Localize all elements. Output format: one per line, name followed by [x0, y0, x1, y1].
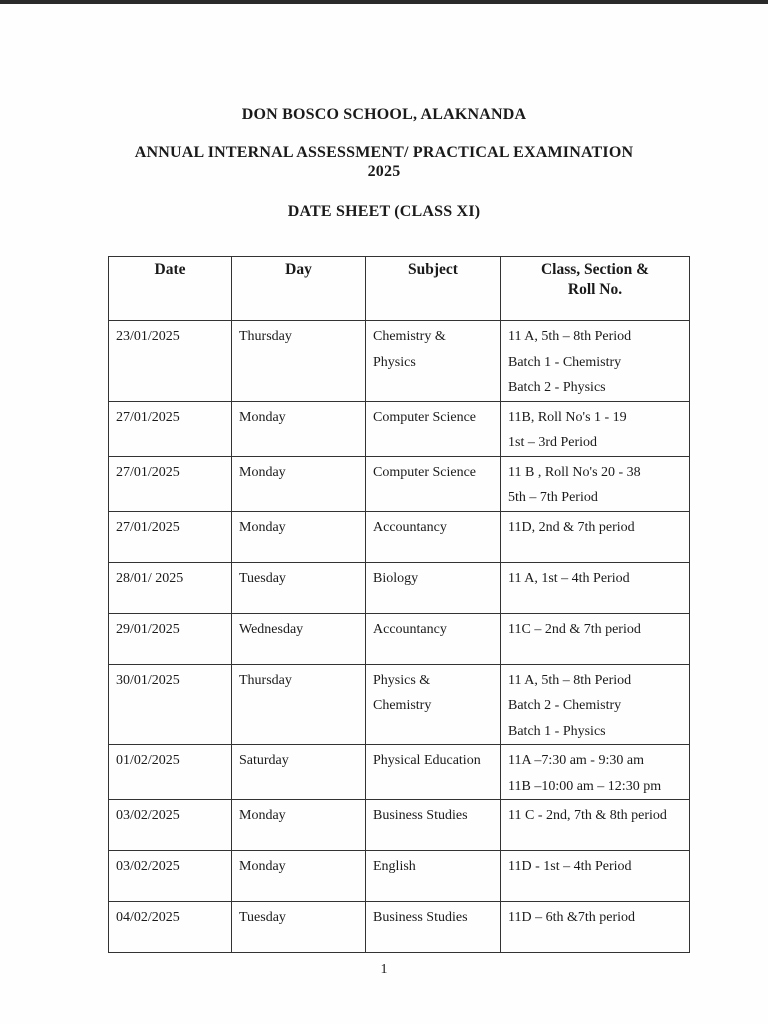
- table-body: [109, 321, 690, 953]
- subject-line: English: [373, 859, 416, 874]
- column-header-class-line: Roll No.: [567, 281, 623, 298]
- table-row: [109, 800, 690, 851]
- cell-class-section: [501, 851, 690, 902]
- cell-day: Saturday: [232, 745, 366, 800]
- class-line: 11D, 2nd & 7th period: [508, 519, 635, 535]
- scan-edge: [0, 0, 768, 4]
- date-sheet-table: [108, 256, 690, 953]
- cell-date: 28/01/ 2025: [109, 562, 232, 613]
- cell-date: 27/01/2025: [109, 511, 232, 562]
- cell-subject: [366, 745, 501, 800]
- class-line: 11 A, 5th – 8th Period: [508, 672, 632, 688]
- date-sheet-title: DATE SHEET (CLASS XI): [287, 203, 481, 220]
- cell-date: 27/01/2025: [109, 401, 232, 456]
- table-row: [109, 613, 690, 664]
- subject-line: Computer Science: [373, 464, 477, 480]
- cell-class-section: [501, 562, 690, 613]
- cell-class-section: [501, 401, 690, 456]
- cell-day: Tuesday: [232, 562, 366, 613]
- class-line: Batch 1 - Physics: [508, 723, 606, 739]
- cell-subject: [366, 664, 501, 745]
- exam-year: 2025: [367, 163, 401, 180]
- subject-line: Accountancy: [373, 519, 447, 535]
- class-line: 11B, Roll No's 1 - 19: [508, 409, 627, 425]
- table-row: [109, 456, 690, 511]
- school-name: DON BOSCO SCHOOL, ALAKNANDA: [241, 106, 527, 123]
- subject-line: Chemistry: [373, 698, 432, 713]
- class-line: 11D - 1st – 4th Period: [508, 859, 632, 874]
- table-row: [109, 902, 690, 953]
- column-header-subject: Subject: [366, 257, 501, 321]
- cell-date: 30/01/2025: [109, 664, 232, 745]
- column-header-class: [501, 257, 690, 321]
- cell-subject: [366, 456, 501, 511]
- cell-class-section: [501, 456, 690, 511]
- cell-subject: [366, 321, 501, 402]
- cell-class-section: [501, 321, 690, 402]
- column-header-class-line: Class, Section &: [540, 261, 650, 278]
- table-row: [109, 562, 690, 613]
- table-row: [109, 664, 690, 745]
- page-number: 1: [380, 962, 388, 977]
- cell-class-section: [501, 902, 690, 953]
- subject-line: Business Studies: [373, 808, 468, 823]
- class-line: 11A –7:30 am - 9:30 am: [508, 753, 644, 768]
- subject-line: Business Studies: [373, 910, 468, 925]
- table-row: [109, 745, 690, 800]
- cell-subject: [366, 511, 501, 562]
- class-line: Batch 2 - Physics: [508, 380, 606, 395]
- table-row: [109, 851, 690, 902]
- subject-line: Physics &: [373, 672, 431, 688]
- class-line: 1st – 3rd Period: [508, 435, 598, 450]
- class-line: 11C – 2nd & 7th period: [508, 621, 641, 637]
- cell-day: Wednesday: [232, 613, 366, 664]
- cell-day: Monday: [232, 851, 366, 902]
- table-header-row: [109, 257, 690, 321]
- column-header-date: Date: [109, 257, 232, 321]
- cell-day: Tuesday: [232, 902, 366, 953]
- subject-line: Computer Science: [373, 409, 477, 425]
- class-line: 11 C - 2nd, 7th & 8th period: [508, 808, 667, 823]
- cell-subject: [366, 851, 501, 902]
- subject-line: Physical Education: [373, 753, 481, 768]
- exam-title: ANNUAL INTERNAL ASSESSMENT/ PRACTICAL EXAMINATION: [134, 144, 634, 161]
- cell-date: 03/02/2025: [109, 800, 232, 851]
- cell-subject: [366, 800, 501, 851]
- cell-class-section: [501, 800, 690, 851]
- cell-class-section: [501, 745, 690, 800]
- class-line: 11 A, 5th – 8th Period: [508, 329, 632, 344]
- cell-day: Monday: [232, 401, 366, 456]
- cell-subject: [366, 562, 501, 613]
- subject-line: Physics: [373, 354, 416, 370]
- cell-class-section: [501, 664, 690, 745]
- class-line: 11 B , Roll No's 20 - 38: [508, 464, 641, 480]
- class-line: 11B –10:00 am – 12:30 pm: [508, 778, 662, 794]
- column-header-day: Day: [232, 257, 366, 321]
- cell-subject: [366, 613, 501, 664]
- cell-day: Monday: [232, 511, 366, 562]
- subject-line: Biology: [373, 570, 419, 586]
- class-line: Batch 1 - Chemistry: [508, 354, 622, 370]
- cell-day: Monday: [232, 456, 366, 511]
- table-row: [109, 401, 690, 456]
- cell-date: 03/02/2025: [109, 851, 232, 902]
- class-line: 11 A, 1st – 4th Period: [508, 570, 630, 586]
- cell-date: 23/01/2025: [109, 321, 232, 402]
- class-line: 11D – 6th &7th period: [508, 910, 636, 925]
- table-row: [109, 321, 690, 402]
- cell-date: 29/01/2025: [109, 613, 232, 664]
- cell-subject: [366, 401, 501, 456]
- cell-date: 01/02/2025: [109, 745, 232, 800]
- class-line: Batch 2 - Chemistry: [508, 698, 622, 713]
- cell-subject: [366, 902, 501, 953]
- subject-line: Accountancy: [373, 621, 447, 637]
- cell-class-section: [501, 511, 690, 562]
- class-line: 5th – 7th Period: [508, 490, 598, 505]
- subject-line: Chemistry &: [373, 329, 446, 344]
- table-row: [109, 511, 690, 562]
- cell-day: Thursday: [232, 321, 366, 402]
- cell-day: Thursday: [232, 664, 366, 745]
- cell-class-section: [501, 613, 690, 664]
- cell-date: 27/01/2025: [109, 456, 232, 511]
- cell-date: 04/02/2025: [109, 902, 232, 953]
- cell-day: Monday: [232, 800, 366, 851]
